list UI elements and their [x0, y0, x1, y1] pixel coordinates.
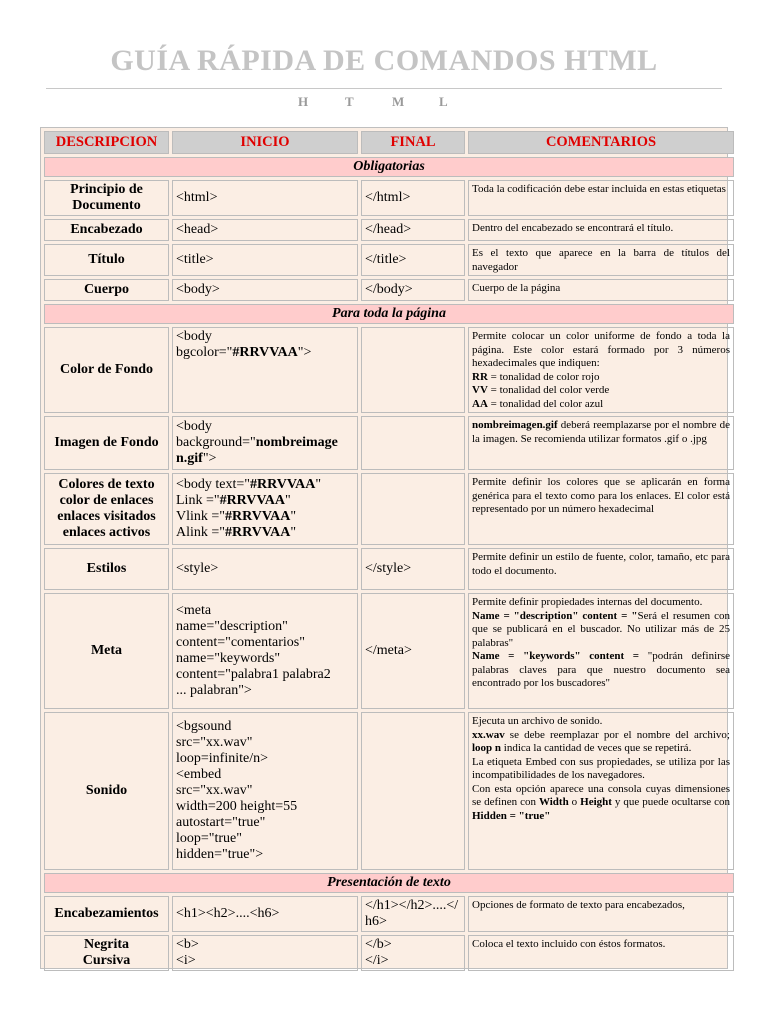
comment-text: La etiqueta Embed con sus propiedades, se utiliza por las incompatibilidades de los navegadores.: [472, 755, 730, 781]
table-header-row: [44, 131, 734, 154]
code-fragment: bgcolor=": [176, 345, 233, 360]
row-comment: Coloca el texto incluido con éstos formatos.: [468, 935, 734, 971]
row-description: Título: [44, 244, 169, 276]
code-line: [176, 345, 354, 361]
comment-key: nombreimagen.gif: [472, 419, 558, 431]
row-comment: Permite definir un estilo de fuente, color, tamaño, etc para todo el documento.: [468, 548, 734, 590]
row-comment: [468, 593, 734, 709]
row-end-tag: [361, 473, 465, 545]
table-row: [44, 712, 734, 870]
comment-text: se debe reemplazar por el nombre del archivo;: [504, 728, 730, 741]
row-start-tag: <body>: [172, 279, 358, 301]
row-comment: Toda la codificación debe estar incluida en estas etiquetas: [468, 180, 734, 216]
table-row: [44, 279, 734, 301]
code-line: </i>: [365, 953, 389, 968]
code-line: ... palabran">: [176, 683, 252, 698]
code-fragment: ">: [297, 345, 312, 360]
header-description: DESCRIPCION: [44, 131, 169, 154]
row-end-tag: [361, 327, 465, 413]
code-fragment: ">: [202, 451, 217, 466]
comment-text: = tonalidad de color rojo: [487, 370, 600, 383]
comment-key: Height: [580, 796, 612, 808]
code-line: loop=infinite/n>: [176, 751, 269, 766]
comment-text: = tonalidad del color azul: [487, 397, 604, 410]
row-end-tag: [361, 935, 465, 971]
row-comment: Es el texto que aparece en la barra de títulos del navegador: [468, 244, 734, 276]
row-comment: Dentro del encabezado se encontrará el título.: [468, 219, 734, 241]
row-start-tag: <head>: [172, 219, 358, 241]
row-end-tag: [361, 416, 465, 470]
comment-text: Con esta opción aparece una consola cuyas dimensiones se definen con: [472, 782, 730, 808]
row-comment: Permite definir los colores que se aplicarán en forma genérica para el texto como para los enlaces. El color está representado por un número hexadecimal: [468, 473, 734, 545]
comment-text: Permite colocar un color uniforme de fondo a toda la página. Este color estará formado por 3 números hexadecimales que indiquen:: [472, 330, 730, 369]
code-line: name="keywords": [176, 651, 281, 666]
code-value: #RRVVAA: [219, 493, 285, 508]
row-start-tag: <style>: [172, 548, 358, 590]
code-line: [176, 525, 354, 541]
table-row: [44, 896, 734, 932]
row-description: Estilos: [44, 548, 169, 590]
subtitle-letter: T: [345, 94, 354, 109]
title-divider: [46, 88, 722, 89]
code-line: src="xx.wav": [176, 783, 253, 798]
code-fragment: Link =": [176, 493, 220, 508]
row-comment: [468, 327, 734, 413]
code-fragment: Alink =": [176, 525, 225, 540]
comment-text: Permite definir propiedades internas del documento.: [472, 596, 703, 608]
header-comments: COMENTARIOS: [468, 131, 734, 154]
comment-text: y que puede ocultarse con: [611, 796, 730, 808]
comment-text: indica la cantidad de veces que se repetirá.: [501, 742, 692, 754]
row-end-tag: </body>: [361, 279, 465, 301]
comment-key: RR: [472, 370, 488, 383]
row-end-tag: </meta>: [361, 593, 465, 709]
code-line: [176, 435, 354, 451]
code-line: src="xx.wav": [176, 735, 253, 750]
document-title: GUÍA RÁPIDA DE COMANDOS HTML: [110, 44, 658, 77]
section-title: Para toda la página: [44, 304, 734, 324]
code-line: <body: [176, 329, 212, 344]
row-end-tag: </style>: [361, 548, 465, 590]
code-line: </b>: [365, 937, 392, 952]
code-line: <embed: [176, 767, 222, 782]
commands-table: [41, 128, 737, 974]
row-end-tag: </h1></h2>....</h6>: [361, 896, 465, 932]
header-end: FINAL: [361, 131, 465, 154]
code-fragment: ": [290, 525, 297, 540]
comment-key: Width: [538, 796, 569, 808]
row-start-tag: [172, 935, 358, 971]
comment-key: xx.wav: [472, 728, 505, 741]
code-fragment: ": [284, 493, 291, 508]
table-row: [44, 219, 734, 241]
section-title: Obligatorias: [44, 157, 734, 177]
row-end-tag: </html>: [361, 180, 465, 216]
code-value: #RRVVAA: [250, 477, 316, 492]
section-row: [44, 157, 734, 177]
description-line: Cursiva: [82, 953, 131, 968]
code-fragment: ": [290, 509, 297, 524]
row-start-tag: <title>: [172, 244, 358, 276]
row-description: Imagen de Fondo: [44, 416, 169, 470]
table-row: [44, 244, 734, 276]
comment-text: "podrán definirse palabras claves para que nuestro documento sea encontrado por los buscadores": [472, 650, 730, 689]
row-comment: Opciones de formato de texto para encabezados,: [468, 896, 734, 932]
comment-key: Name = "description" content = ": [472, 609, 638, 622]
section-row: [44, 304, 734, 324]
row-comment: Cuerpo de la página: [468, 279, 734, 301]
comment-text: = tonalidad del color verde: [487, 384, 610, 396]
row-description: Principio de Documento: [44, 180, 169, 216]
row-comment: [468, 416, 734, 470]
row-start-tag: [172, 327, 358, 413]
row-description: Cuerpo: [44, 279, 169, 301]
code-line: autostart="true": [176, 815, 266, 830]
code-fragment: background=": [176, 435, 256, 450]
code-value: #RRVVAA: [225, 525, 291, 540]
code-fragment: Vlink =": [176, 509, 225, 524]
code-value: nombreimage: [255, 435, 338, 450]
comment-key: Name = "keywords" content =: [472, 650, 648, 662]
code-line: width=200 height=55: [176, 799, 298, 814]
row-end-tag: </head>: [361, 219, 465, 241]
code-line: [176, 509, 354, 525]
code-line: content="comentarios": [176, 635, 305, 650]
description-line: Negrita: [83, 937, 130, 952]
section-row: [44, 873, 734, 893]
row-description: Sonido: [44, 712, 169, 870]
comment-key: VV: [472, 384, 488, 396]
row-start-tag: [172, 712, 358, 870]
code-value: n.gif: [176, 451, 203, 466]
code-line: <bgsound: [176, 719, 232, 734]
row-start-tag: [172, 473, 358, 545]
code-line: loop="true": [176, 831, 242, 846]
subtitle-letter: M: [392, 94, 405, 109]
comment-text: Ejecuta un archivo de sonido.: [472, 715, 603, 727]
code-value: #RRVVAA: [232, 345, 298, 360]
code-line: <meta: [176, 603, 212, 618]
row-description: Encabezamientos: [44, 896, 169, 932]
comment-text: Será el resumen con que se publicará en el buscador. No utilizar más de 25 palabras": [472, 609, 730, 649]
subtitle-letter: L: [439, 94, 448, 109]
header-start: INICIO: [172, 131, 358, 154]
row-start-tag: <html>: [172, 180, 358, 216]
code-value: #RRVVAA: [225, 509, 291, 524]
row-description: Colores de texto color de enlaces enlaces visitados enlaces activos: [44, 473, 169, 545]
code-line: content="palabra1 palabra2: [176, 667, 331, 682]
comment-text: o: [568, 796, 581, 808]
row-end-tag: </title>: [361, 244, 465, 276]
code-line: <b>: [176, 937, 199, 952]
table-row: [44, 473, 734, 545]
table-row: [44, 935, 734, 971]
subtitle-letter: H: [298, 94, 309, 109]
code-fragment: <body text=": [176, 477, 250, 492]
commands-table-container: [40, 127, 728, 969]
row-start-tag: [172, 416, 358, 470]
row-description: Meta: [44, 593, 169, 709]
comment-key: AA: [472, 397, 488, 410]
row-description: Color de Fondo: [44, 327, 169, 413]
code-line: <body: [176, 419, 212, 434]
document-subtitle: [298, 94, 486, 110]
code-fragment: ": [315, 477, 322, 492]
row-start-tag: <h1><h2>....<h6>: [172, 896, 358, 932]
code-line: [176, 493, 354, 509]
comment-key: Hidden = "true": [472, 809, 551, 822]
code-line: [176, 451, 354, 467]
table-row: [44, 416, 734, 470]
row-description: Encabezado: [44, 219, 169, 241]
comment-key: loop n: [472, 742, 502, 754]
code-line: name="description": [176, 619, 288, 634]
code-line: hidden="true">: [176, 847, 264, 862]
section-title: Presentación de texto: [44, 873, 734, 893]
row-comment: [468, 712, 734, 870]
table-row: [44, 593, 734, 709]
row-end-tag: [361, 712, 465, 870]
table-row: [44, 548, 734, 590]
code-line: <i>: [176, 953, 196, 968]
row-description: [44, 935, 169, 971]
table-row: [44, 180, 734, 216]
code-line: [176, 477, 354, 493]
row-start-tag: [172, 593, 358, 709]
comment-text: deberá reemplazarse por el nombre de la imagen. Se recomienda utilizar formatos .gif o .jpg: [472, 419, 730, 445]
table-row: [44, 327, 734, 413]
